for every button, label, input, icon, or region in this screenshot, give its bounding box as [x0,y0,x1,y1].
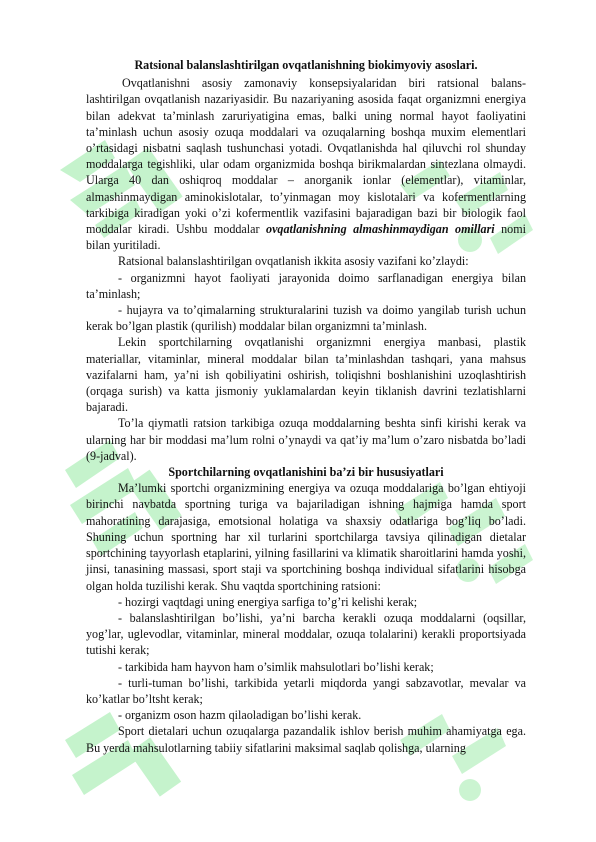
paragraph-needs: Ma’lumki sportchi organizmining energiya va ozuqa moddalariga bo’lgan ehtiyoji birinchi navbatda sportning turiga va bajariladigan ishning hajmiga hamda sport mahoratining darajasiga, emotsional holatiga va shaxsiy odatlariga bog’liq bo’ladi. Shuning uchun sportning har xil turlarini sportchilarga tavsiya qilinadigan dietalar sportchining tayyorlash etaplarini, yilning fasillarini va klimatik sharoitlarini hamda yoshi, jinsi, tanasining massasi, sport staji va sportchining boshqa individual sifatlarini hisobga olgan holda tuzilishi kerak. Shu vaqtda sportchining ratsioni: [86,481,526,593]
paragraph-tasks-intro: Ratsional balanslashtirilgan ovqatlanish ikkita asosiy vazifani ko’zlaydi: [118,254,469,269]
paragraph-ration: To’la qiymatli ratsion tarkibiga ozuqa moddalarning beshta sinfi kirishi kerak va ularning har bir moddasi ma’lum rolni o’ynaydi va qat’iy ma’lum o’zaro nisbatda bo’ladi (9-jadval). [86,416,526,463]
document-title: Ratsional balanslashtirilgan ovqatlanishning biokimyoviy asoslari. [134,58,478,72]
document-page [86,57,526,756]
list-item-products: - tarkibida ham hayvon ham o’simlik mahsulotlari bo’lishi kerak; [118,659,434,674]
emphasis-term: ovqatlanishning almashinmaydigan omillari [266,222,495,237]
paragraph-intro [86,75,526,253]
list-item-energy: - organizmni hayot faoliyati jarayonida doimo sarflanadigan energiya bilan ta’minlash; [86,270,526,301]
section-subtitle: Sportchilarning ovqatlanishini ba’zi bir hususiyatlari [168,465,444,480]
list-item-balanced: - balanslashtirilgan bo’lishi, ya’ni barcha kerakli ozuqa moddalarni (oqsillar, yog’lar, uglevodlar, vitaminlar, mineral moddalar, ozuqa tolalarini) kerakli proportsiyada tutishi kerak; [86,610,526,658]
list-item-plastic: - hujayra va to’qimalarning strukturalarini tuzish va doimo yangilab turish uchun kerak bo’lgan plastik (qurilish) moddalar bilan organizmni ta’minlash. [86,303,526,334]
paragraph-intro-tail: nomi bilan yuritiladi. [86,222,526,253]
list-item-digestible: - organizm oson hazm qilaoladigan bo’lishi kerak. [118,708,362,723]
paragraph-intro-text: Ovqatlanishni asosiy zamonaviy konsepsiyalaridan biri ratsional balans-lashtirilgan ovqatlanish nazariyasidir. Bu nazariyaning asosida faqat organizmni energiya bilan adekvat ta’minlash zaruriyatigina emas, balki uning normal hayot faoliyatini ta’minlash uchun asosiy ozuqa moddalari va ozuqalarning boshqa muxim elementlari o’rtasidagi nisbatni saqlash tushunchasi yotadi. Ovqatlanishda hal qiluvchi rol shunday moddalarga tegishliki, ular odam organizmida boshqa birikmalardan sintezlana olmaydi. Ularga 40 dan oshiqroq moddalar – anorganik ionlar (elementlar), vitaminlar, almashinmaydigan aminokislotalar, to’yinmagan moy kislotalari va kofermentlarning tarkibiga kiradigan yoki o’zi kofermentlik vazifasini bajaradigan bazi bir biologik faol moddalar kiradi. Ushbu moddalar [86,76,526,237]
list-item-energy-cost: - hozirgi vaqtdagi uning energiya sarfiga to’g’ri kelishi kerak; [118,594,418,609]
paragraph-cooking: Sport dietalari uchun ozuqalarga pazandalik ishlov berish muhim ahamiyatga ega. Bu yerda mahsulotlarning tabiiy sifatlarini maksimal saqlab qolishga, ularning [86,724,526,755]
list-item-variety: - turli-tuman bo’lishi, tarkibida yetarli miqdorda yangi sabzavotlar, mevalar va ko’katlar bo’ltsht kerak; [86,675,526,706]
paragraph-athletes: Lekin sportchilarning ovqatlanishi organizmni energiya manbasi, plastik materiallar, vitaminlar, mineral moddalar bilan ta’minlashdan tashqari, yana mahsus vazifalarni ham, ya’ni ish qobiliyatini oshirish, toliqishni boshlanishini uzoqlashtirish (orqaga surish) va katta jismoniy yuklamalardan keyin tiklanish davrini tezlatishlarni bajaradi. [86,335,526,415]
